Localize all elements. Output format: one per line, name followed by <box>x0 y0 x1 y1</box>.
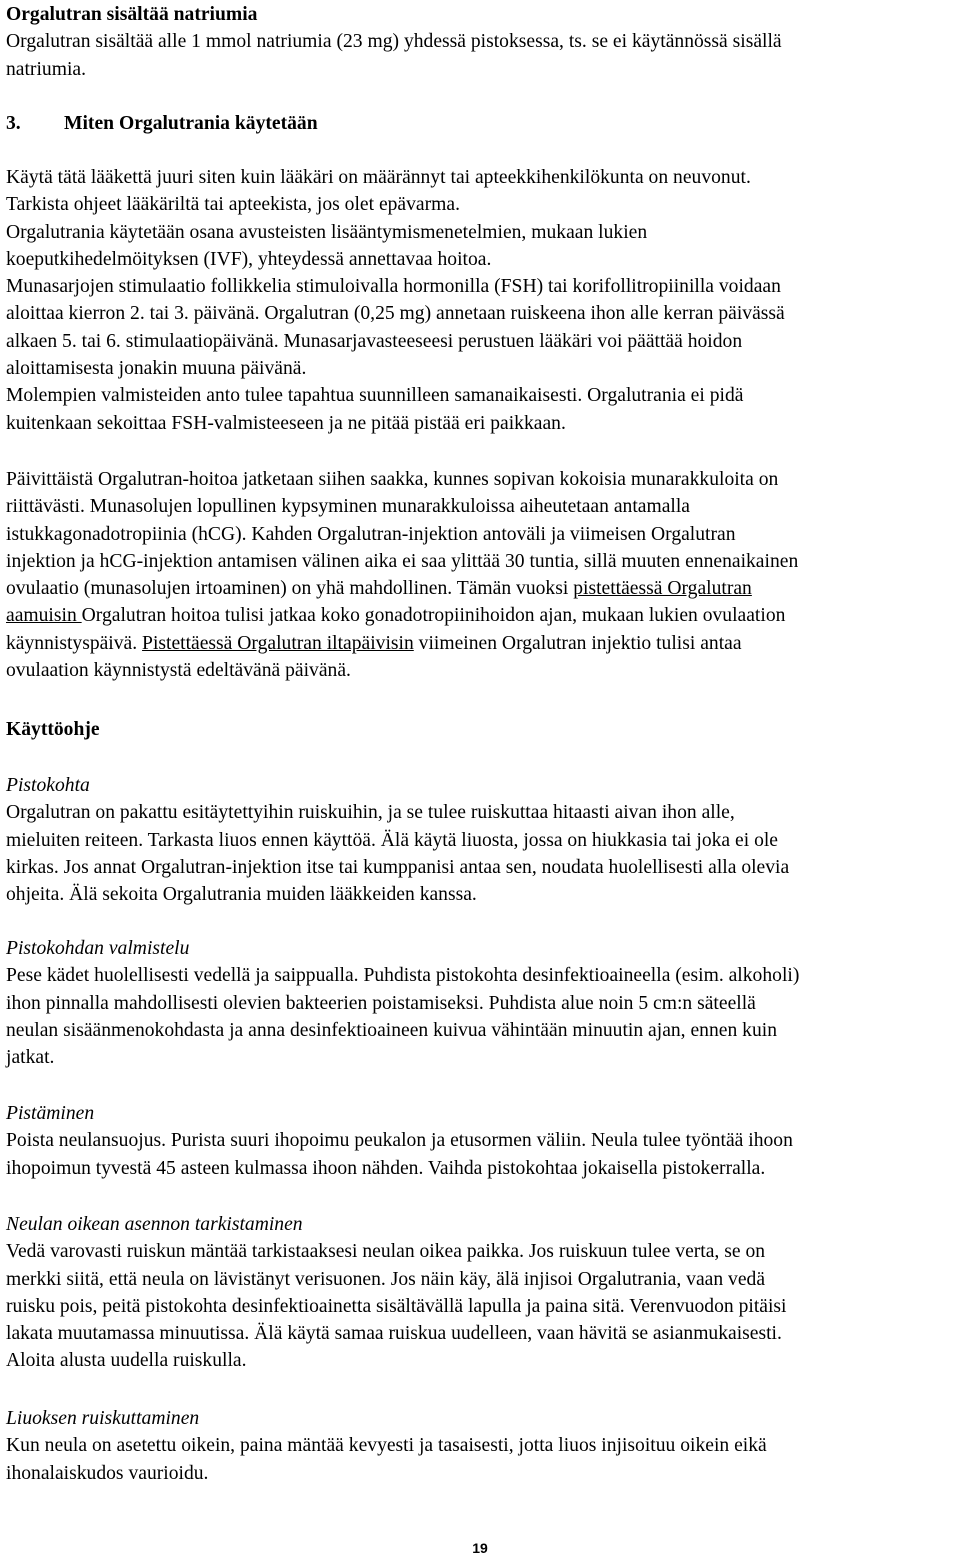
underlined-afternoon-text: Pistettäessä Orgalutran iltapäivisin <box>142 632 414 654</box>
injection-site-title: Pistokohta <box>6 775 90 796</box>
usage-line: Käytä tätä lääkettä juuri siten kuin lääkäri on määrännyt tai apteekkihenkilökunta on neuvonut. <box>6 167 751 188</box>
daily-line: ovulaation käynnistystä edeltävänä päivänä. <box>6 660 351 682</box>
site-preparation-line: jatkat. <box>6 1047 55 1069</box>
sodium-section <box>6 1 782 83</box>
daily-line: istukkagonadotropiinia (hCG). Kahden Orgalutran-injektion antoväli ja viimeisen Orgalutran <box>6 523 736 545</box>
injection-site-line: kirkas. Jos annat Orgalutran-injektion itse tai kumppanisi antaa sen, noudata huolellisesti alla olevia <box>6 856 790 878</box>
usage-line: aloittamisesta jonakin muuna päivänä. <box>6 358 307 380</box>
daily-line: riittävästi. Munasolujen lopullinen kypsyminen munarakkuloissa aiheutetaan antamalla <box>6 496 690 518</box>
injecting-title: Pistäminen <box>6 1103 95 1124</box>
sodium-heading: Orgalutran sisältää natriumia <box>6 4 258 25</box>
injection-site-line: Orgalutran on pakattu esitäytettyihin ruiskuihin, ja se tulee ruiskuttaa hitaasti aivan ihon alle, <box>6 802 735 824</box>
daily-line: injektion ja hCG-injektion antamisen välinen aika ei saa ylittää 30 tuntia, sillä muuten ennenaikainen <box>6 550 799 572</box>
daily-line: Päivittäistä Orgalutran-hoitoa jatketaan siihen saakka, kunnes sopivan kokoisia munarakkuloita on <box>6 469 779 490</box>
section-number: 3. <box>6 113 21 134</box>
solution-injection-line: ihonalaiskudos vaurioidu. <box>6 1462 209 1484</box>
section-3-heading <box>6 110 318 137</box>
injection-site-line: ohjeita. Älä sekoita Orgalutrania muiden lääkkeiden kanssa. <box>6 884 477 906</box>
needle-check-line: Aloita alusta uudella ruiskulla. <box>6 1350 247 1372</box>
section-title: Miten Orgalutrania käytetään <box>64 113 318 134</box>
injecting-section <box>6 1100 793 1182</box>
usage-paragraph <box>6 164 785 437</box>
injection-site-section <box>6 772 789 908</box>
injecting-line: ihopoimun tyvestä 45 asteen kulmassa ihoon nähden. Vaihda pistokohtaa jokaisella pistokerralla. <box>6 1157 766 1179</box>
daily-line <box>6 630 798 657</box>
underlined-morning-text-cont: aamuisin <box>6 605 82 627</box>
site-preparation-line: Pese kädet huolellisesti vedellä ja saippualla. Puhdista pistokohta desinfektioaineella (esim. alkoholi) <box>6 965 800 987</box>
solution-injection-title: Liuoksen ruiskuttaminen <box>6 1408 200 1429</box>
page-number: 19 <box>472 1540 488 1556</box>
usage-line: Orgalutrania käytetään osana avusteisten lisääntymismenetelmien, mukaan lukien <box>6 221 648 243</box>
daily-line <box>6 575 798 602</box>
usage-line: Tarkista ohjeet lääkäriltä tai apteekista, jos olet epävarma. <box>6 194 460 216</box>
daily-text: viimeinen Orgalutran injektio tulisi antaa <box>413 632 742 654</box>
needle-check-line: lakata muutamassa minuutissa. Älä käytä samaa ruiskua uudelleen, vaan hävitä se asianmukaisesti. <box>6 1323 782 1345</box>
site-preparation-line: neulan sisäänmenokohdasta ja anna desinfektioaineen kuivua vähintään minuutin ajan, ennen kuin <box>6 1019 777 1041</box>
sodium-line-2: natriumia. <box>6 58 86 80</box>
site-preparation-section <box>6 935 799 1071</box>
injection-site-line: mieluiten reiteen. Tarkasta liuos ennen käyttöä. Älä käytä liuosta, jossa on hiukkasia tai joka ei ole <box>6 829 779 851</box>
daily-text: käynnistyspäivä. <box>6 632 143 654</box>
needle-check-line: Vedä varovasti ruiskun mäntää tarkistaaksesi neulan oikea paikka. Jos ruiskuun tulee verta, se on <box>6 1241 766 1263</box>
instructions-heading-block <box>6 716 100 743</box>
daily-treatment-paragraph <box>6 466 798 684</box>
needle-check-line: ruisku pois, peitä pistokohta desinfektioainetta sisältävällä lapulla ja paina sitä. Verenvuodon pitäisi <box>6 1295 787 1317</box>
needle-check-line: merkki siitä, että neula on lävistänyt verisuonen. Jos näin käy, älä injisoi Orgalutrania, vaan vedä <box>6 1268 766 1290</box>
daily-text: ovulaatio (munasolujen irtoaminen) on yhä mahdollinen. Tämän vuoksi <box>6 578 574 600</box>
usage-line: kuitenkaan sekoittaa FSH-valmisteeseen ja ne pitää pistää eri paikkaan. <box>6 412 566 434</box>
solution-injection-line: Kun neula on asetettu oikein, paina mäntää kevyesti ja tasaisesti, jotta liuos injisoituu oikein eikä <box>6 1435 767 1457</box>
needle-check-title: Neulan oikean asennon tarkistaminen <box>6 1214 303 1235</box>
site-preparation-line: ihon pinnalla mahdollisesti olevien bakteerien poistamiseksi. Puhdista alue noin 5 cm:n säteellä <box>6 992 756 1014</box>
usage-line: koeputkihedelmöityksen (IVF), yhteydessä annettavaa hoitoa. <box>6 248 492 270</box>
instructions-heading: Käyttöohje <box>6 719 100 740</box>
needle-check-section <box>6 1211 787 1375</box>
daily-text: Orgalutran hoitoa tulisi jatkaa koko gonadotropiinihoidon ajan, mukaan lukien ovulaation <box>81 605 786 627</box>
usage-line: Molempien valmisteiden anto tulee tapahtua suunnilleen samanaikaisesti. Orgalutrania ei pidä <box>6 385 744 407</box>
site-preparation-title: Pistokohdan valmistelu <box>6 938 190 959</box>
injecting-line: Poista neulansuojus. Purista suuri ihopoimu peukalon ja etusormen väliin. Neula tulee työntää ihoon <box>6 1130 793 1152</box>
daily-line <box>6 602 798 629</box>
sodium-line-1: Orgalutran sisältää alle 1 mmol natriumia (23 mg) yhdessä pistoksessa, ts. se ei käytännössä sisällä <box>6 31 782 53</box>
usage-line: Munasarjojen stimulaatio follikkelia stimuloivalla hormonilla (FSH) tai korifollitropiinilla voidaan <box>6 276 781 298</box>
solution-injection-section <box>6 1405 767 1487</box>
usage-line: aloittaa kierron 2. tai 3. päivänä. Orgalutran (0,25 mg) annetaan ruiskeena ihon alle kerran päivässä <box>6 303 785 325</box>
underlined-morning-text: pistettäessä Orgalutran <box>573 578 752 600</box>
usage-line: alkaen 5. tai 6. stimulaatiopäivänä. Munasarjavasteeseesi perustuen lääkäri voi päättää hoidon <box>6 330 743 352</box>
